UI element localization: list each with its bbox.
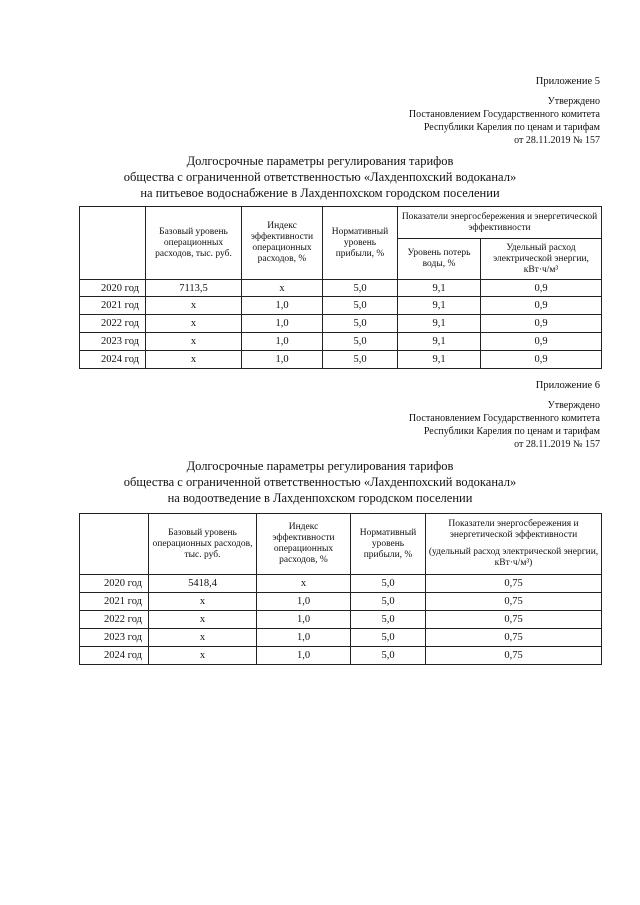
header-losses: Уровень потерь воды, % [398, 239, 481, 280]
losses-cell: 9,1 [398, 315, 481, 333]
specific-cell: 0,75 [426, 629, 602, 647]
header-index: Индекс эффективности операционных расходов, % [257, 514, 351, 575]
losses-cell: 9,1 [398, 351, 481, 369]
index-cell: 1,0 [257, 611, 351, 629]
profit-cell: 5,0 [323, 280, 398, 297]
title-line: на водоотведение в Лахденпохском городском поселении [167, 491, 473, 505]
appendix6-label: Приложение 6 [535, 380, 600, 391]
profit-cell: 5,0 [351, 611, 426, 629]
profit-cell: 5,0 [351, 593, 426, 611]
specific-cell: 0,75 [426, 593, 602, 611]
year-cell: 2020 год [80, 280, 146, 297]
appendix6-title [0, 458, 640, 506]
table-row [80, 593, 602, 611]
approval-line: Постановлением Государственного комитета [408, 413, 600, 424]
table-row [80, 575, 602, 593]
header-profit: Нормативный уровень прибыли, % [351, 514, 426, 575]
appendix6-table [79, 513, 602, 665]
specific-cell: 0,9 [481, 315, 602, 333]
losses-cell: 9,1 [398, 333, 481, 351]
header-base: Базовый уровень операционных расходов, тыс. руб. [146, 207, 242, 280]
title-line: общества с ограниченной ответственностью «Лахденпохский водоканал» [123, 170, 517, 184]
table-row [80, 297, 602, 315]
base-cell: х [146, 351, 242, 369]
specific-cell: 0,9 [481, 297, 602, 315]
specific-cell: 0,9 [481, 351, 602, 369]
header-energy-group: Показатели энергосбережения и энергетической эффективности [398, 207, 602, 239]
base-cell: х [149, 611, 257, 629]
table-row [80, 647, 602, 665]
title-line: Долгосрочные параметры регулирования тарифов [186, 154, 454, 168]
base-cell: х [149, 593, 257, 611]
appendix5-label: Приложение 5 [535, 76, 600, 87]
profit-cell: 5,0 [323, 351, 398, 369]
index-cell: 1,0 [242, 315, 323, 333]
index-cell: 1,0 [242, 297, 323, 315]
profit-cell: 5,0 [323, 315, 398, 333]
approval-line: Республики Карелия по ценам и тарифам [423, 122, 600, 133]
approval-line: от 28.11.2019 № 157 [514, 439, 600, 450]
approval-line: от 28.11.2019 № 157 [514, 135, 600, 146]
table-row [80, 611, 602, 629]
title-line: общества с ограниченной ответственностью «Лахденпохский водоканал» [123, 475, 517, 489]
approval-line: Утверждено [547, 400, 600, 411]
profit-cell: 5,0 [323, 333, 398, 351]
base-cell: х [149, 647, 257, 665]
index-cell: 1,0 [257, 647, 351, 665]
approval-line: Утверждено [547, 96, 600, 107]
specific-cell: 0,75 [426, 611, 602, 629]
year-cell: 2024 год [80, 351, 146, 369]
base-cell: 5418,4 [149, 575, 257, 593]
base-cell: х [146, 315, 242, 333]
index-cell: х [242, 280, 323, 297]
base-cell: х [146, 297, 242, 315]
index-cell: 1,0 [257, 629, 351, 647]
header-energy-group [426, 514, 602, 575]
appendix5-approval [409, 95, 600, 147]
energy-specific-label: (удельный расход электрической энергии, кВт·ч/м³) [428, 547, 599, 568]
specific-cell: 0,9 [481, 280, 602, 297]
appendix6-approval [409, 399, 600, 451]
base-cell: х [146, 333, 242, 351]
approval-line: Постановлением Государственного комитета [408, 109, 600, 120]
base-cell: х [149, 629, 257, 647]
year-cell: 2022 год [80, 315, 146, 333]
table-row [80, 629, 602, 647]
index-cell: 1,0 [257, 593, 351, 611]
header-specific: Удельный расход электрической энергии, кВт·ч/м³ [481, 239, 602, 280]
approval-line: Республики Карелия по ценам и тарифам [423, 426, 600, 437]
header-base: Базовый уровень операционных расходов, тыс. руб. [149, 514, 257, 575]
year-cell: 2021 год [80, 297, 146, 315]
index-cell: х [257, 575, 351, 593]
profit-cell: 5,0 [351, 647, 426, 665]
base-cell: 7113,5 [146, 280, 242, 297]
profit-cell: 5,0 [323, 297, 398, 315]
profit-cell: 5,0 [351, 575, 426, 593]
appendix5-table [79, 206, 602, 369]
specific-cell: 0,9 [481, 333, 602, 351]
year-cell: 2023 год [80, 629, 149, 647]
header-profit: Нормативный уровень прибыли, % [323, 207, 398, 280]
year-cell: 2021 год [80, 593, 149, 611]
year-cell: 2023 год [80, 333, 146, 351]
index-cell: 1,0 [242, 333, 323, 351]
specific-cell: 0,75 [426, 647, 602, 665]
table-row [80, 351, 602, 369]
year-cell: 2024 год [80, 647, 149, 665]
title-line: на питьевое водоснабжение в Лахденпохском городском поселении [140, 186, 500, 200]
title-line: Долгосрочные параметры регулирования тарифов [186, 459, 454, 473]
index-cell: 1,0 [242, 351, 323, 369]
table-row [80, 315, 602, 333]
table-row [80, 280, 602, 297]
corner-cell [80, 514, 149, 575]
losses-cell: 9,1 [398, 297, 481, 315]
year-cell: 2020 год [80, 575, 149, 593]
appendix5-title [0, 153, 640, 201]
table-row [80, 333, 602, 351]
energy-group-label: Показатели энергосбережения и энергетической эффективности [448, 519, 579, 540]
corner-cell [80, 207, 146, 280]
profit-cell: 5,0 [351, 629, 426, 647]
losses-cell: 9,1 [398, 280, 481, 297]
year-cell: 2022 год [80, 611, 149, 629]
header-index: Индекс эффективности операционных расходов, % [242, 207, 323, 280]
specific-cell: 0,75 [426, 575, 602, 593]
